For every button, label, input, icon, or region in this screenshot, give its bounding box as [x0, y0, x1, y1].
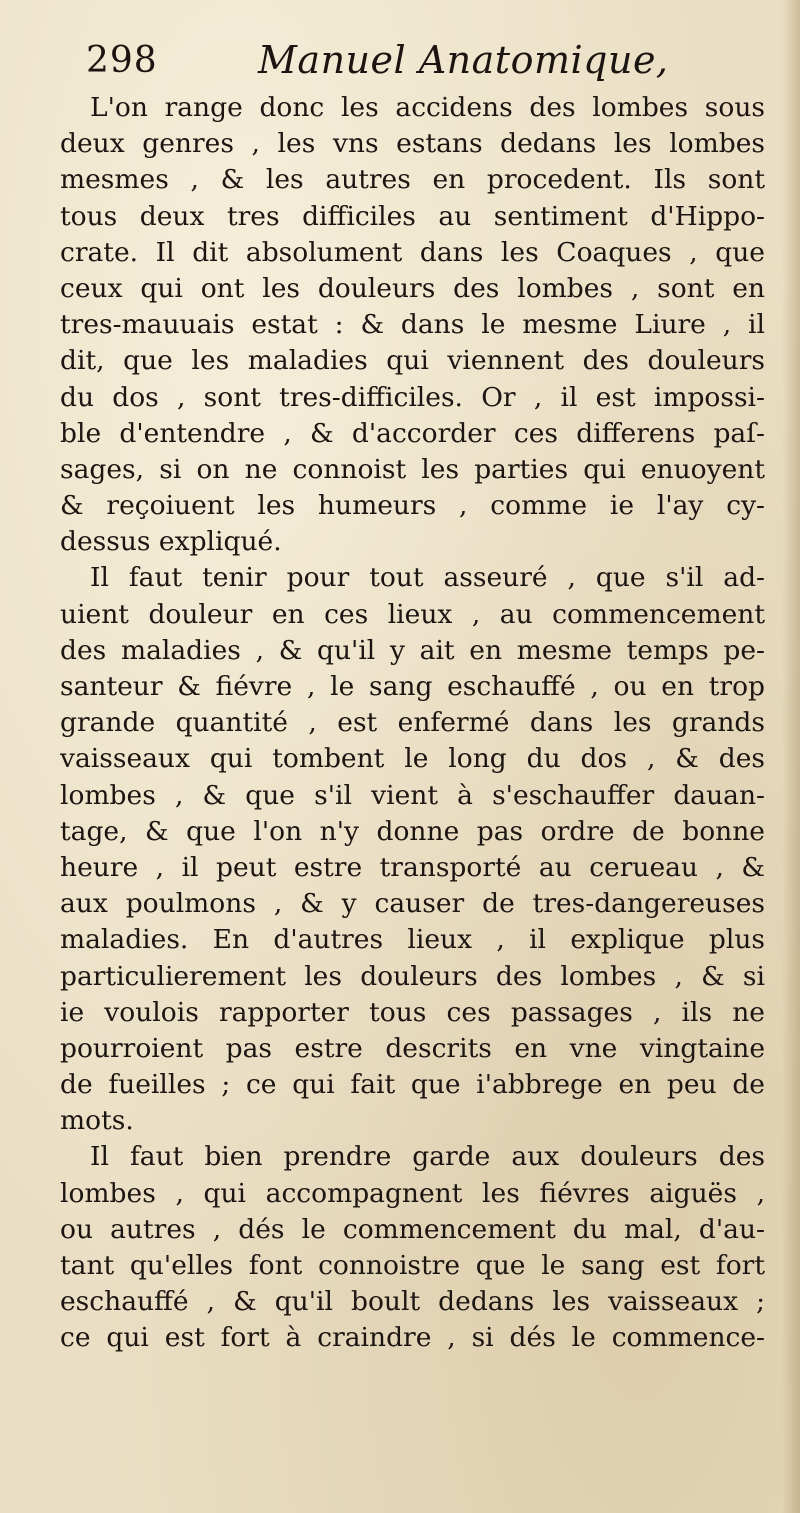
text-line: ceux qui ont les douleurs des lombes , sont en [60, 272, 765, 304]
text-line: ble d'entendre , & d'accorder ces differens paſ- [60, 417, 765, 449]
text-line: sages, si on ne connoist les parties qui enuoyent [60, 453, 765, 485]
text-line: mots. [60, 1105, 134, 1137]
page-header [86, 36, 760, 92]
text-line: uient douleur en ces lieux , au commencement [60, 598, 765, 630]
text-line: des maladies , & qu'il y ait en mesme temps pe- [60, 634, 765, 666]
text-line: tres-mauuais estat : & dans le mesme Liure , il [60, 309, 765, 341]
text-line: crate. Il dit absolument dans les Coaques , que [60, 236, 765, 268]
text-line: deux genres , les vns estans dedans les lombes [60, 128, 765, 160]
text-line: grande quantité , est enfermé dans les grands [60, 707, 765, 739]
text-line: particulierement les douleurs des lombes , & si [60, 960, 765, 992]
body-text [60, 90, 765, 1357]
text-line: ce qui est fort à craindre , si dés le commence- [60, 1322, 765, 1354]
running-title: Manuel Anatomique, [258, 38, 669, 82]
text-line: ou autres , dés le commencement du mal, d'au- [60, 1213, 765, 1245]
text-line: pourroient pas estre descrits en vne vingtaine [60, 1032, 765, 1064]
text-line: Il faut bien prendre garde aux douleurs des [90, 1141, 765, 1173]
text-line: vaisseaux qui tombent le long du dos , & des [60, 743, 765, 775]
text-line: santeur & fiévre , le sang eschauffé , ou en trop [60, 671, 765, 702]
text-line: maladies. En d'autres lieux , il explique plus [60, 924, 765, 956]
text-line: tant qu'elles font connoistre que le sang est fort [60, 1250, 765, 1281]
page-number: 298 [86, 40, 158, 81]
text-line: lombes , & que s'il vient à s'eschauffer dauan- [60, 779, 765, 811]
text-line: L'on range donc les accidens des lombes sous [90, 92, 765, 123]
text-line: ie voulois rapporter tous ces passages , ils ne [60, 996, 765, 1028]
text-line: de fueilles ; ce qui fait que i'abbrege en peu de [60, 1069, 765, 1101]
text-line: eschauffé , & qu'il boult dedans les vaisseaux ; [60, 1286, 765, 1318]
text-line: Il faut tenir pour tout asseuré , que s'il ad- [90, 562, 765, 594]
text-line: dit, que les maladies qui viennent des douleurs [60, 345, 765, 377]
text-line: lombes , qui accompagnent les fiévres aiguës , [60, 1177, 765, 1209]
text-line: dessus expliqué. [60, 526, 282, 558]
text-line: du dos , sont tres-difficiles. Or , il est impossi- [60, 381, 765, 413]
text-line: mesmes , & les autres en procedent. Ils sont [60, 164, 765, 196]
text-line: & reçoiuent les humeurs , comme ie l'ay cy- [60, 490, 765, 522]
text-line: aux poulmons , & y causer de tres-dangereuses [60, 888, 765, 920]
text-line: tage, & que l'on n'y donne pas ordre de bonne [60, 815, 765, 847]
page-edge-shadow [782, 0, 800, 1513]
text-line: tous deux tres difficiles au sentiment d'Hippo- [60, 200, 765, 232]
text-line: heure , il peut estre transporté au cerueau , & [60, 851, 765, 883]
